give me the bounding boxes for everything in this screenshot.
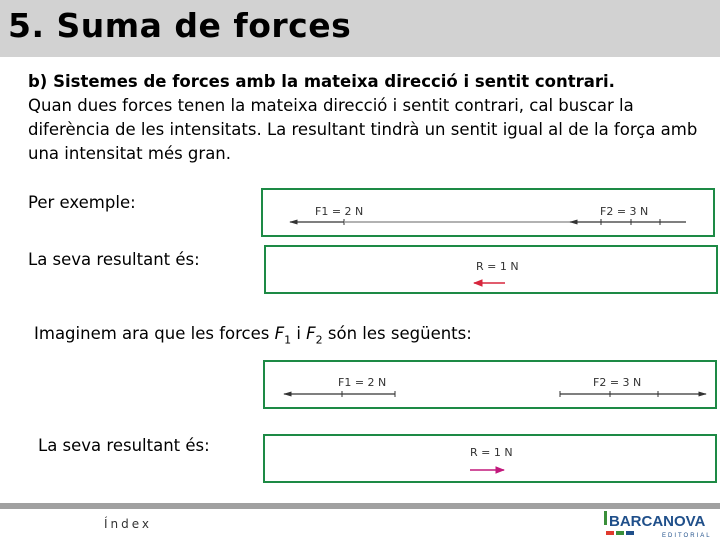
forces-f2-label: F2 = 3 N [593,376,642,389]
result-label: R = 1 N [470,446,513,459]
example-f2-label: F2 = 3 N [600,205,649,218]
result-label-1: La seva resultant és: [28,250,200,269]
index-link[interactable]: Índex [104,517,153,531]
imagine-suffix: són les següents: [322,324,472,343]
imagine-conj: i [291,324,307,343]
subtitle: b) Sistemes de forces amb la mateixa direcció i sentit contrari. [28,72,615,91]
force-symbol-1: F [274,324,285,343]
logo-bar-green-2 [616,531,624,535]
imagine-prefix: Imaginem ara que les forces [34,324,275,343]
logo-bar-blue [626,531,634,535]
example-f1-label: F1 = 2 N [315,205,364,218]
force-symbol-2: F [306,324,316,343]
result-label-2: La seva resultant és: [38,436,210,455]
slide-title: 5. Suma de forces [8,6,352,45]
barcanova-logo [604,509,720,540]
force-subscript-2: 2 [315,333,323,347]
logo-bar-red [606,531,614,535]
force-subscript-1: 1 [284,333,292,347]
intro-paragraph: Quan dues forces tenen la mateixa direcció i sentit contrari, cal buscar la diferència de les intensitats. La resultant tindrà un sentit igual al de la força amb una intensitat més gran. [28,96,698,163]
example-result-label: R = 1 N [476,260,519,273]
logo-sub: EDITORIAL [662,533,712,539]
example-label: Per exemple: [28,193,136,212]
forces-f1-label: F1 = 2 N [338,376,387,389]
logo-text: BARCANOVA [609,513,706,530]
logo-bar-green [604,511,607,525]
